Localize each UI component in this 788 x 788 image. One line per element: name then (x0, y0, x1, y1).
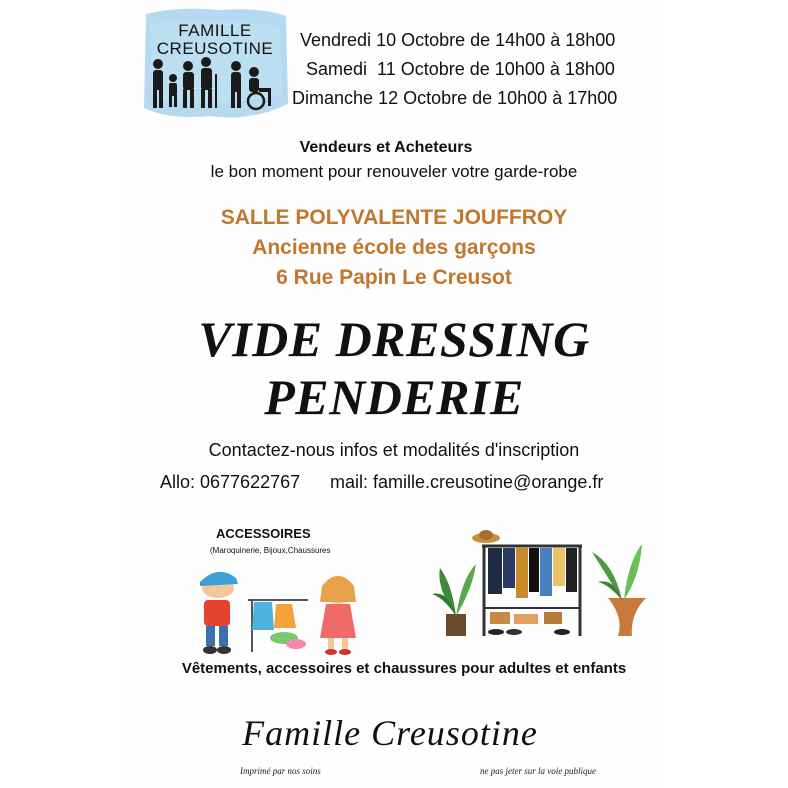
footer-note-right: ne pas jeter sur la voie publique (480, 766, 596, 776)
intro-headline: Vendeurs et Acheteurs (299, 139, 473, 156)
contact-intro: Contactez-nous infos et modalités d'inscription (208, 440, 580, 460)
schedule-row-friday (300, 30, 615, 51)
contact-mail: mail: famille.creusotine@orange.fr (330, 472, 604, 492)
schedule-time: 11 Octobre de 10h00 à 18h00 (377, 59, 615, 79)
kids-clothes-illustration (188, 560, 364, 660)
famille-creusotine-logo (140, 4, 290, 122)
contact-phone: Allo: 0677622767 (160, 472, 301, 492)
schedule-time: 12 Octobre de 10h00 à 17h00 (378, 88, 618, 108)
accessories-title: ACCESSOIRES (216, 526, 311, 541)
venue-line2: Ancienne école des garçons (252, 236, 536, 259)
clothes-rack-illustration (432, 528, 646, 646)
logo-title-line1: FAMILLE (178, 21, 252, 40)
intro-subline: le bon moment pour renouveler votre garde-robe (210, 162, 578, 181)
signature: Famille Creusotine (242, 713, 538, 753)
schedule-day: Vendredi (300, 30, 372, 50)
summary-line: Vêtements, accessoires et chaussures pour adultes et enfants (181, 660, 627, 677)
venue-line1: SALLE POLYVALENTE JOUFFROY (220, 206, 568, 229)
schedule-row-sunday (292, 88, 617, 109)
footer-note-left: Imprimé par nos soins (240, 766, 321, 776)
accessories-subtitle: (Maroquinerie, Bijoux,Chaussures (210, 546, 331, 555)
event-title-line2: PENDERIE (264, 369, 524, 425)
schedule-day: Samedi (306, 59, 368, 79)
schedule-row-saturday (306, 59, 615, 80)
event-title-line1: VIDE DRESSING (198, 311, 590, 367)
logo-title-line2: CREUSOTINE (156, 39, 274, 58)
schedule-day: Dimanche (292, 88, 374, 108)
schedule-time: 10 Octobre de 14h00 à 18h00 (376, 30, 616, 50)
venue-line3: 6 Rue Papin Le Creusot (276, 266, 512, 289)
